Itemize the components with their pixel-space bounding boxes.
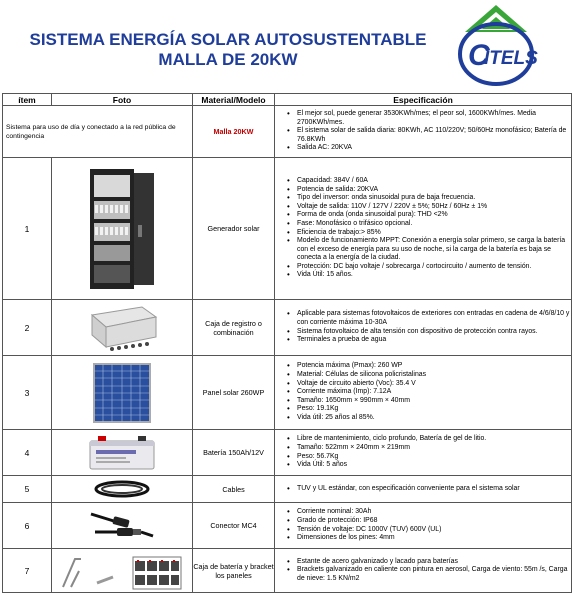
photo-cell <box>52 430 193 476</box>
list-item: • Modelo de funcionamiento MPPT: Conexión a energía solar primero, se carga la batería con el exceso de energía para su uso de noche, si la carga de la batería es baja se conecta a la energía de la ciudad. <box>297 237 571 263</box>
list-item: • Brackets galvanizado en caliente con pintura en aerosol, Carga de viento: 55m /s, Carga de nieve: 1.5 KN/m2 <box>297 566 571 583</box>
header-spec: Especificación <box>275 94 572 106</box>
logo-initial: C <box>468 39 490 72</box>
table-row <box>3 356 572 430</box>
item-number: 3 <box>3 356 52 430</box>
document-header <box>0 0 573 92</box>
item-number: 7 <box>3 549 52 593</box>
list-item: • Vida Útil: 15 años. <box>297 271 571 280</box>
list-item: • Tipo del inversor: onda sinusoidal pura de baja frecuencia. <box>297 194 571 203</box>
photo-cell <box>52 158 193 300</box>
spec-cell <box>275 430 572 476</box>
title-line-1: SISTEMA ENERGÍA SOLAR AUTOSUSTENTABLE <box>29 30 427 49</box>
list-item: • Capacidad: 384V / 60A <box>297 177 571 186</box>
spec-cell <box>275 476 572 503</box>
list-item: • Forma de onda (onda sinusoidal pura): THD <2% <box>297 211 571 220</box>
table-row <box>3 300 572 356</box>
list-item: • Voltaje de salida: 110V / 127V / 220V ± 5%; 50Hz / 60Hz ± 1% <box>297 203 571 212</box>
itels-logo <box>454 2 538 90</box>
list-item: • Dimensiones de los pines: 4mm <box>297 534 571 543</box>
list-item: • Tamaño: 522mm × 240mm × 219mm <box>297 444 571 453</box>
list-item: • Estante de acero galvanizado y lacado para baterías <box>297 558 571 567</box>
list-item: • Peso: 19.1Kg <box>297 405 571 414</box>
mc4-connector-image <box>87 508 157 544</box>
item-number: 1 <box>3 158 52 300</box>
list-item: • Vida útil: 25 años al 85%. <box>297 414 571 423</box>
list-item: • Grado de protección: IP68 <box>297 517 571 526</box>
solar-generator-cabinet-image <box>86 165 158 293</box>
table-row <box>3 503 572 549</box>
header-material: Material/Modelo <box>193 94 275 106</box>
list-item: • El mejor sol, puede generar 3530KWh/mes; el peor sol, 1600KWh/mes. Media 2700KWh/mes. <box>297 110 571 127</box>
list-item: • Salida AC: 20KVA <box>297 144 571 153</box>
spec-cell <box>275 300 572 356</box>
table-row <box>3 430 572 476</box>
list-item: • Terminales a prueba de agua <box>297 336 571 345</box>
equipment-table <box>2 93 572 593</box>
header-item: ítem <box>3 94 52 106</box>
list-item: • Tamaño: 1650mm × 990mm × 40mm <box>297 397 571 406</box>
spec-cell <box>275 549 572 593</box>
material-name: Generador solar <box>193 158 275 300</box>
material-name: Batería 150Ah/12V <box>193 430 275 476</box>
spec-cell <box>275 158 572 300</box>
list-item: • Vida Útil: 5 años <box>297 461 571 470</box>
item-number: 4 <box>3 430 52 476</box>
cable-image <box>92 479 152 499</box>
list-item: • Potencia máxima (Pmax): 260 WP <box>297 362 571 371</box>
list-item: • Corriente máxima (Imp): 7.12A <box>297 388 571 397</box>
list-item: • Potencia de salida: 20KVA <box>297 186 571 195</box>
page-title <box>8 30 448 70</box>
material-name: Conector MC4 <box>193 503 275 549</box>
list-item: • Corriente nominal: 30Ah <box>297 508 571 517</box>
photo-cell <box>52 503 193 549</box>
logo-text: ITELS <box>484 48 538 69</box>
list-item: • Sistema fotovoltaico de alta tensión con dispositivo de protección contra rayos. <box>297 328 571 337</box>
item-number: 5 <box>3 476 52 503</box>
table-row-intro <box>3 106 572 158</box>
list-item: • El sistema solar de salida diaria: 80KWh, AC 110/220V; 50/60Hz monofásico; Batería de 76.8KWh <box>297 127 571 144</box>
list-item: • Tensión de voltaje: DC 1000V (TUV) 600V (UL) <box>297 526 571 535</box>
battery-image <box>82 433 162 473</box>
list-item: • Libre de mantenimiento, ciclo profundo, Batería de gel de litio. <box>297 435 571 444</box>
photo-cell <box>52 549 193 593</box>
item-number: 2 <box>3 300 52 356</box>
material-name: Caja de batería y bracket los paneles <box>193 549 275 593</box>
intro-material: Malla 20KW <box>193 106 275 158</box>
header-foto: Foto <box>52 94 193 106</box>
material-name: Panel solar 260WP <box>193 356 275 430</box>
list-item: • Voltaje de circuito abierto (Voc): 35.4 V <box>297 380 571 389</box>
table-row <box>3 158 572 300</box>
list-item: • Eficiencia de trabajo:> 85% <box>297 229 571 238</box>
photo-cell <box>52 356 193 430</box>
title-line-2: MALLA DE 20KW <box>158 50 298 69</box>
list-item: • Aplicable para sistemas fotovoltaicos de exteriores con entradas en cadena de 4/6/8/10 y con corriente máxima 10-30A <box>297 310 571 327</box>
spec-cell <box>275 503 572 549</box>
table-header-row <box>3 94 572 106</box>
material-name: Caja de registro o combinación <box>193 300 275 356</box>
list-item: • TUV y UL estándar, con especificación conveniente para el sistema solar <box>297 485 571 494</box>
photo-cell <box>52 476 193 503</box>
intro-spec <box>275 106 572 158</box>
list-item: • Fase: Monofásico o trifásico opcional. <box>297 220 571 229</box>
item-number: 6 <box>3 503 52 549</box>
list-item: • Peso: 56.7Kg <box>297 453 571 462</box>
photo-cell <box>52 300 193 356</box>
list-item: • Protección: DC bajo voltaje / sobrecarga / cortocircuito / aumento de tensión. <box>297 263 571 272</box>
material-name: Cables <box>193 476 275 503</box>
solar-panel-image <box>90 362 154 424</box>
combiner-box-image <box>82 303 162 353</box>
list-item: • Material: Células de silicona policristalinas <box>297 371 571 380</box>
table-row <box>3 549 572 593</box>
intro-description: Sistema para uso de día y conectado a la red pública de contingencia <box>3 106 193 158</box>
table-row <box>3 476 572 503</box>
battery-rack-and-bracket-image <box>57 551 187 591</box>
spec-cell <box>275 356 572 430</box>
